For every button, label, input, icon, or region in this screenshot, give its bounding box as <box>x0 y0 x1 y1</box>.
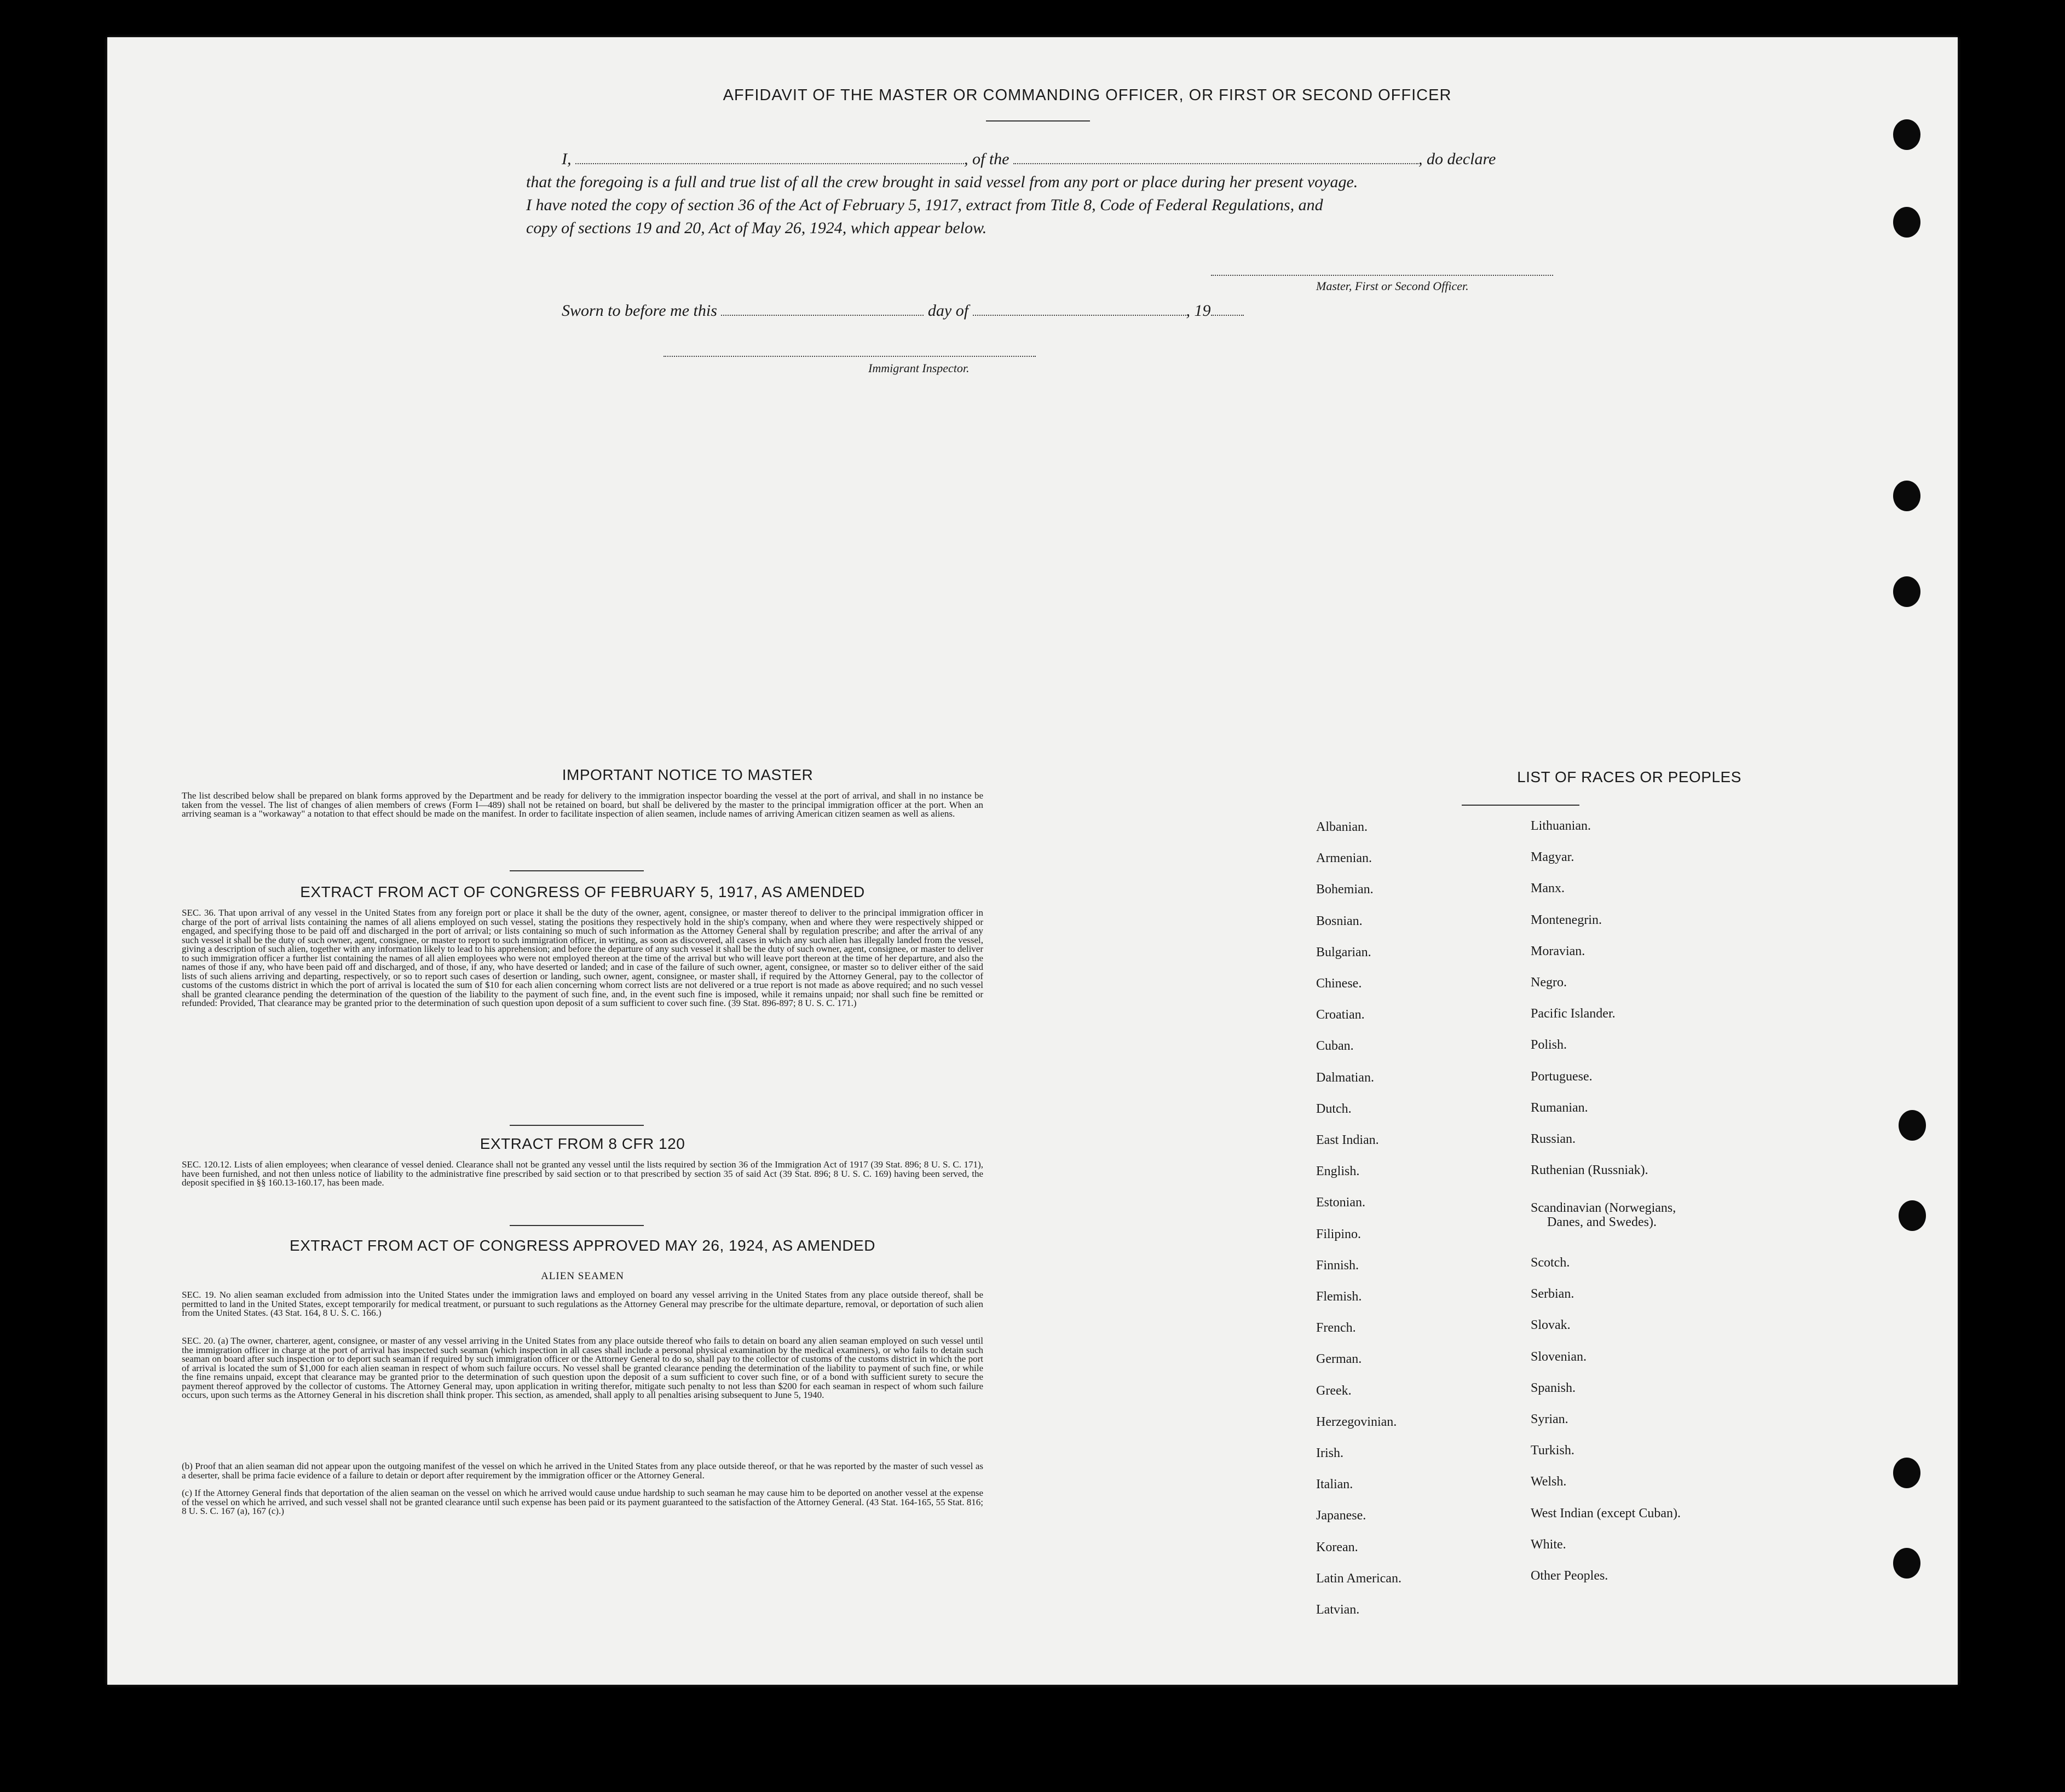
race-item: German. <box>1316 1352 1362 1367</box>
inspector-caption: Immigrant Inspector. <box>868 361 970 375</box>
race-item: Bulgarian. <box>1316 945 1371 959</box>
race-item: Polish. <box>1531 1038 1567 1053</box>
race-item: Herzegovinian. <box>1316 1414 1397 1429</box>
race-item: Bosnian. <box>1316 914 1363 928</box>
alien-seamen-subheading: ALIEN SEAMEN <box>541 1270 624 1282</box>
notice-heading: IMPORTANT NOTICE TO MASTER <box>562 766 814 783</box>
race-item: Turkish. <box>1531 1443 1574 1458</box>
punch-hole <box>1893 207 1920 238</box>
divider <box>510 1125 644 1126</box>
race-item: Estonian. <box>1316 1195 1365 1210</box>
sec-19-text: SEC. 19. No alien seaman excluded from admission into the United States under the immigration laws and employed on board any vessel arriving in the United States from any place outside thereof, shall be permitted to land in the United States, except temporarily for medical treatment, or pursuant to such regulations as the Attorney General may prescribe for the ultimate departure, removal, or deportation of such alien from the United States. (43 Stat. 164, 8 U. S. C. 166.) <box>182 1290 983 1318</box>
race-item: Slovenian. <box>1531 1349 1587 1364</box>
punch-hole <box>1893 119 1920 150</box>
race-item: Japanese. <box>1316 1508 1366 1523</box>
punch-hole <box>1893 576 1920 607</box>
notice-text: The list described below shall be prepared on blank forms approved by the Department and be ready for delivery to the immigration inspector boarding the vessel at the port of arrival, and shall in no instance be taken from the vessel. The list of changes of alien members of crews (Form I—489) shall not be retained on board, but shall be delivered by the master to the principal immigration officer at the port. When an arriving seaman is a "workaway" a notation to that effect should be made on the manifest. In order to facilitate inspection of alien seamen, include names of arriving American citizen seamen as well as aliens. <box>182 790 983 819</box>
punch-hole <box>1899 1110 1926 1141</box>
race-item: Bohemian. <box>1316 882 1374 897</box>
vessel-blank <box>1013 150 1418 164</box>
race-item: Latvian. <box>1316 1603 1360 1617</box>
divider <box>510 870 644 871</box>
race-item: Magyar. <box>1531 850 1574 865</box>
race-item: Manx. <box>1531 881 1565 896</box>
race-item: Dutch. <box>1316 1101 1352 1116</box>
race-item: Welsh. <box>1531 1475 1567 1489</box>
sworn-day-blank <box>721 302 924 316</box>
day-of-text: day of <box>927 302 969 320</box>
extract-1924-heading: EXTRACT FROM ACT OF CONGRESS APPROVED MAY 26, 1924, AS AMENDED <box>290 1237 875 1254</box>
race-item: Albanian. <box>1316 820 1368 834</box>
race-item: English. <box>1316 1164 1360 1179</box>
race-item: Rumanian. <box>1531 1100 1588 1115</box>
race-item: East Indian. <box>1316 1133 1379 1147</box>
extract-1917-heading: EXTRACT FROM ACT OF CONGRESS OF FEBRUARY 5, 1917, AS AMENDED <box>300 883 865 900</box>
extract-1917-text: SEC. 36. That upon arrival of any vessel in the United States from any foreign port or place it shall be the duty of the owner, agent, consignee, or master thereof to deliver to the principal immigration officer in charge of the port of arrival lists containing the names of all aliens employed on such vessel, stating the positions they respectively hold in the ship's company, when and where they were respectively shipped or engaged, and specifying those to be paid off and discharged in the port of arrival; or lists containing so much of such information as the Attorney General shall by regulation prescribe; and after the arrival of any such vessel it shall be the duty of such owner, agent, consignee, or master to report to such immigration officer, in writing, as soon as discovered, all cases in which any such alien has illegally landed from the vessel, giving a description of such alien, together with any information likely to lead to his apprehension; and before the departure of any such vessel it shall be the duty of such owner, agent, consignee, or master to deliver to such immigration officer a further list containing the names of all alien employees who were not employed thereon at the time of the arrival but who will leave port thereon at the time of her departure, and also the names of those if any, who have been paid off and discharged, and of those, if any, who have deserted or landed; and in case of the failure of such owner, agent, consignee, or master so to deliver either of the said lists of such aliens arriving and departing, respectively, or so to report such cases of desertion or landing, such owner, agent, consignee, or master shall, if required by the Attorney General, pay to the collector of customs of the customs district in which the port of arrival is located the sum of $10 for each alien concerning whom correct lists are not delivered or a true report is not made as above required; and no such vessel shall be granted clearance pending the determination of the question of the liability to the payment of such fine, and, in the event such fine is imposed, while it remains unpaid; nor shall such fine be remitted or refunded: Provided, That clearance may be granted prior to the determination of such question upon deposit of a sum sufficient to cover such fine. (39 Stat. 896-897; 8 U. S. C. 171.) <box>182 907 983 1008</box>
race-item: West Indian (except Cuban). <box>1531 1506 1681 1521</box>
divider <box>1462 805 1579 806</box>
race-item: Scandinavian (Norwegians, <box>1531 1200 1676 1215</box>
race-item: Dalmatian. <box>1316 1070 1374 1085</box>
race-item: Armenian. <box>1316 851 1372 866</box>
races-heading: LIST OF RACES OR PEOPLES <box>1517 768 1741 785</box>
race-item: Lithuanian. <box>1531 819 1591 833</box>
race-item: Croatian. <box>1316 1008 1365 1022</box>
name-blank <box>575 150 964 164</box>
race-item: Portuguese. <box>1531 1069 1593 1084</box>
race-item: Chinese. <box>1316 976 1362 991</box>
affidavit-line-3: I have noted the copy of section 36 of the Act of February 5, 1917, extract from Title 8, Code of Federal Regulations, and <box>526 196 1323 214</box>
race-item: Italian. <box>1316 1477 1353 1492</box>
punch-hole <box>1893 481 1920 511</box>
affidavit-of-the: , of the <box>964 150 1010 168</box>
punch-hole <box>1893 1458 1920 1488</box>
master-caption: Master, First or Second Officer. <box>1316 279 1469 293</box>
year-text: , 19 <box>1186 302 1211 320</box>
sec-20a-text: SEC. 20. (a) The owner, charterer, agent, consignee, or master of any vessel arriving in the United States from any place outside thereof who fails to detain on board any alien seaman employed on such vessel until the immigration officer in charge at the port of arrival has inspected such seaman (which inspection in all cases shall include a personal physical examination by the medical examiners), or who fails to detain such seaman on board after such inspection or to deport such seaman if required by such immigration officer or the Attorney General to do so, shall pay to the collector of customs of the customs district in which the port of arrival is located the sum of $1,000 for each alien seaman in respect of whom such failure occurs. No vessel shall be granted clearance pending the determination of the liability to payment of such fine, or while the fine remains unpaid, except that clearance may be granted prior to the determination of such question upon the deposit of a sum sufficient to cover such fine, or of a bond with sufficient surety to secure the payment thereof approved by the collector of customs. The Attorney General may, upon application in writing therefor, mitigate such penalty to not less than $200 for each seaman in respect of whom such failure occurs, upon such terms as the Attorney General in his discretion shall think proper. This section, as amended, shall apply to all penalties arising subsequent to June 5, 1940. <box>182 1336 983 1400</box>
affidavit-line-2: that the foregoing is a full and true list of all the crew brought in said vessel from any port or place during her present voyage. <box>526 173 1358 191</box>
year-blank <box>1211 302 1244 316</box>
document-page <box>107 37 1958 1685</box>
race-item: Latin American. <box>1316 1571 1401 1586</box>
heading-rule <box>986 120 1090 122</box>
punch-hole <box>1899 1200 1926 1231</box>
race-item: French. <box>1316 1321 1356 1336</box>
extract-cfr-text: SEC. 120.12. Lists of alien employees; when clearance of vessel denied. Clearance shall not be granted any vessel until the lists required by section 36 of the Immigration Act of 1917 (39 Stat. 896; 8 U. S. C. 171), have been furnished, and not then unless notice of liability to the administrative fine prescribed by said section or to that prescribed by section 35 of said Act (39 Stat. 896; 8 U. S. C. 169) having been served, the deposit specified in §§ 160.13-160.17, has been made. <box>182 1159 983 1188</box>
race-item: Slovak. <box>1531 1318 1571 1333</box>
race-item: Syrian. <box>1531 1412 1568 1426</box>
sworn-text: Sworn to before me this <box>562 302 717 320</box>
race-item: Spanish. <box>1531 1380 1576 1395</box>
race-item: Serbian. <box>1531 1287 1574 1302</box>
race-item: Cuban. <box>1316 1039 1354 1054</box>
punch-hole <box>1893 1548 1920 1579</box>
race-item: Ruthenian (Russniak). <box>1531 1163 1648 1178</box>
race-item: Irish. <box>1316 1446 1343 1460</box>
affidavit-line-4: copy of sections 19 and 20, Act of May 26, 1924, which appear below. <box>526 219 987 237</box>
race-item: Filipino. <box>1316 1227 1362 1241</box>
inspector-signature-line <box>664 356 1036 357</box>
divider <box>510 1225 644 1226</box>
affidavit-i: I, <box>562 150 572 168</box>
race-item: Greek. <box>1316 1383 1352 1398</box>
sec-20b-text: (b) Proof that an alien seaman did not appear upon the outgoing manifest of the vessel on which he arrived in the United States from any place outside thereof, or that he was reported by the master of such vessel as a deserter, shall be prima facie evidence of a failure to detain or deport after requirement by the immigration officer or the Attorney General. <box>182 1461 983 1481</box>
master-signature-line <box>1211 275 1553 276</box>
race-item: Finnish. <box>1316 1258 1359 1273</box>
affidavit-do-declare: , do declare <box>1418 150 1496 168</box>
race-item: White. <box>1531 1537 1566 1552</box>
race-item: Russian. <box>1531 1132 1576 1146</box>
sworn-line <box>562 302 1244 320</box>
race-item: Flemish. <box>1316 1290 1362 1304</box>
race-item: Korean. <box>1316 1540 1358 1554</box>
affidavit-heading: AFFIDAVIT OF THE MASTER OR COMMANDING OFFICER, OR FIRST OR SECOND OFFICER <box>723 86 1452 104</box>
race-item: Pacific Islander. <box>1531 1007 1616 1021</box>
race-item: Montenegrin. <box>1531 912 1602 927</box>
sworn-month-blank <box>973 302 1186 316</box>
race-item: Other Peoples. <box>1531 1568 1608 1583</box>
affidavit-line-1 <box>562 150 1496 169</box>
extract-cfr-heading: EXTRACT FROM 8 CFR 120 <box>480 1135 685 1152</box>
race-item: Negro. <box>1531 975 1567 990</box>
race-item: Moravian. <box>1531 944 1585 958</box>
race-item: Danes, and Swedes). <box>1547 1215 1657 1229</box>
sec-20c-text: (c) If the Attorney General finds that deportation of the alien seaman on the vessel on which he arrived would cause undue hardship to such seaman he may cause him to be deported on another vessel at the expense of the vessel on which he arrived, and such vessel shall not be granted clearance until such expense has been paid or its payment guaranteed to the satisfaction of the Attorney General. (43 Stat. 164-165, 55 Stat. 816; 8 U. S. C. 167 (a), 167 (c).) <box>182 1488 983 1516</box>
race-item: Scotch. <box>1531 1255 1570 1270</box>
